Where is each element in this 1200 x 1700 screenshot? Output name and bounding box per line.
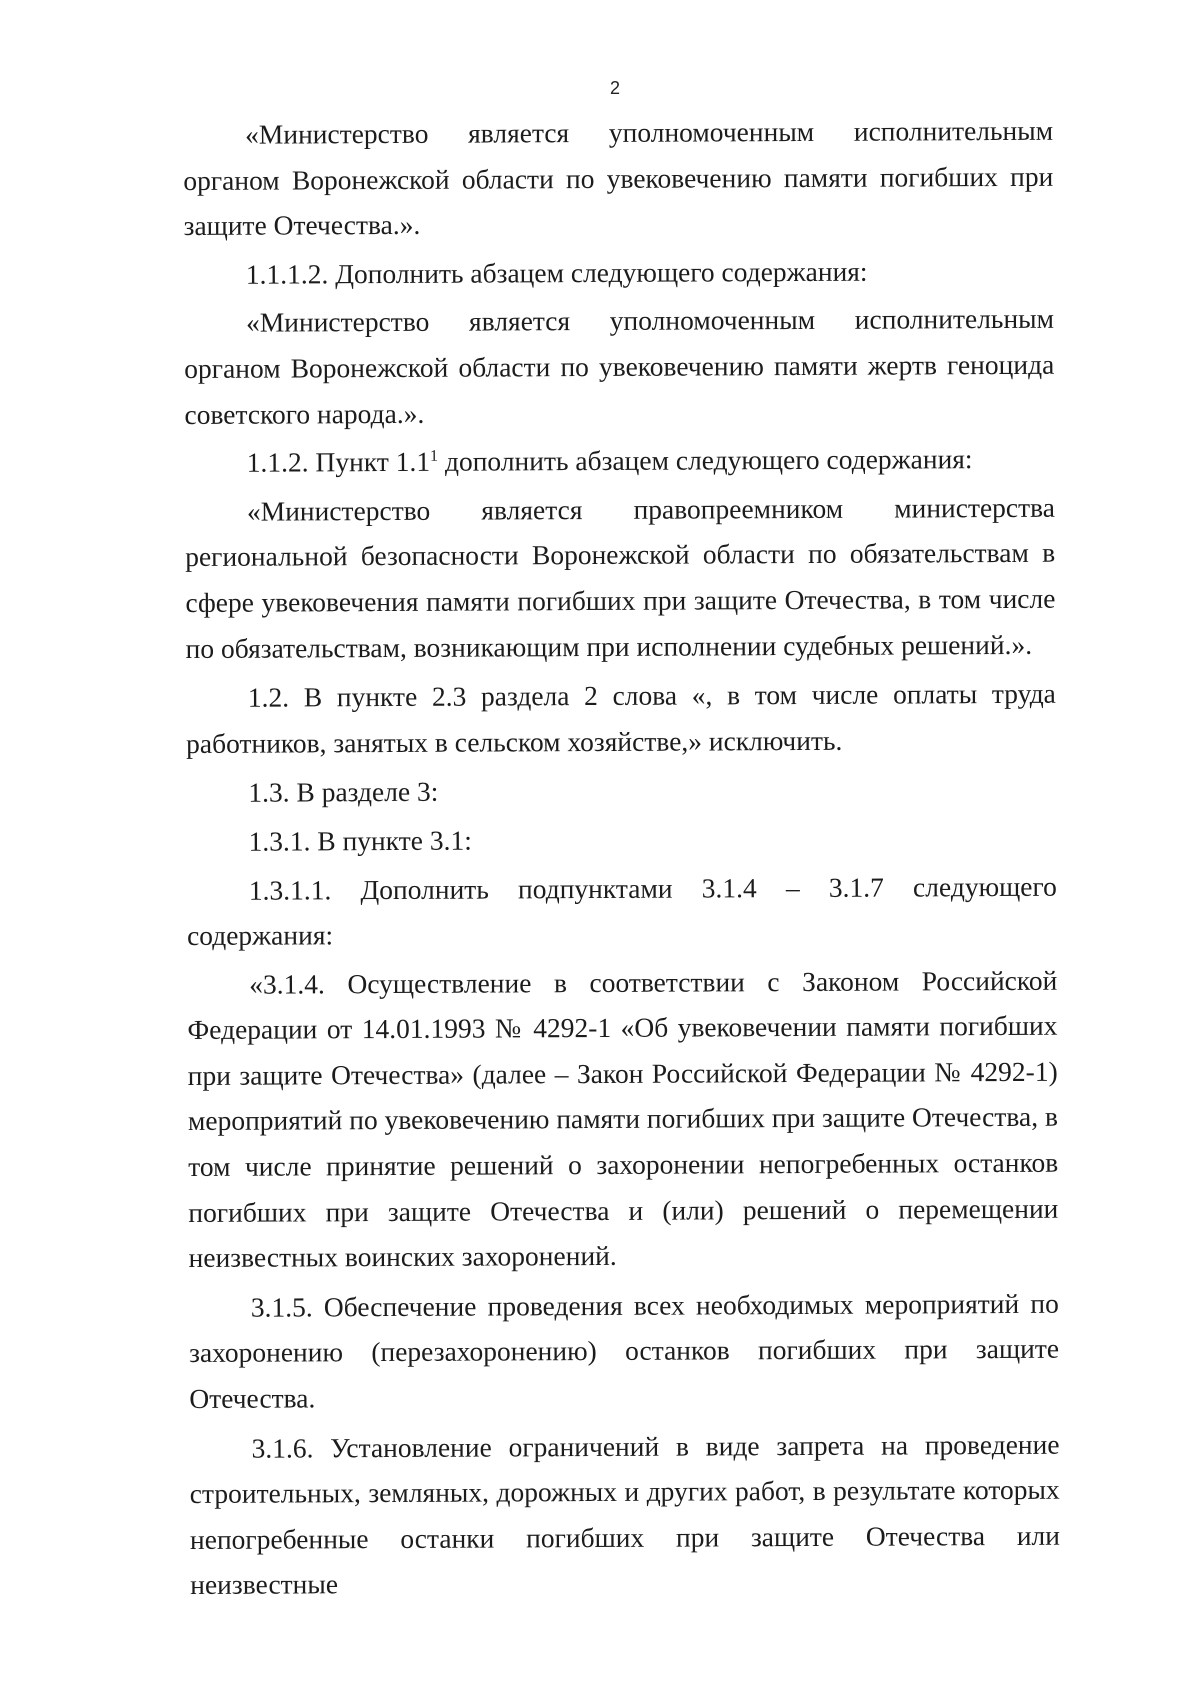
paragraph-2: 1.1.1.2. Дополнить абзацем следующего содержания:: [245, 255, 868, 290]
paragraph-10: «3.1.4. Осуществление в соответствии с Законом Российской Федерации от 14.01.1993 № 4292-1 «Об увековечении памяти погибших при защите Отечества» (далее – Закон Российской Федерации № 4292-1) мероприятий по увековечению памяти погибших при защите Отечества, в том числе принятие решений о захоронении непогребенных останков погибших при защите Отечества и (или) решений о перемещении неизвестных воинских захоронений.: [187, 964, 1059, 1274]
paragraph-7: 1.3. В разделе 3:: [248, 776, 439, 809]
paragraph-4-lead: 1.1.2. Пункт 1.1: [246, 445, 431, 478]
paragraph-5: «Министерство является правопреемником министерства региональной безопасности Воронежской области по обязательствам в сфере увековечения памяти погибших при защите Отечества, в том числе по обязательствам, возникающим при исполнении судебных решений.».: [185, 491, 1056, 664]
paragraph-6: 1.2. В пункте 2.3 раздела 2 слова «, в том числе оплаты труда работников, занятых в сельском хозяйстве,» исключить.: [186, 677, 1056, 759]
paragraph-4: [185, 436, 1055, 486]
paragraph-4-tail: дополнить абзацем следующего содержания:: [437, 443, 973, 477]
paragraph-8: 1.3.1. В пункте 3.1:: [248, 824, 472, 857]
paragraph-12: 3.1.6. Установление ограничений в виде запрета на проведение строительных, земляных, дорожных и других работ, в результате которых непогребенные останки погибших при защите Отечества или неизвестные: [189, 1428, 1061, 1601]
paragraph-9: 1.3.1.1. Дополнить подпунктами 3.1.4 – 3.1.7 следующего содержания:: [186, 870, 1057, 952]
document-body: [183, 108, 1060, 1608]
paragraph-11: 3.1.5. Обеспечение проведения всех необходимых мероприятий по захоронению (перезахоронению) останков погибших при защите Отечества.: [188, 1287, 1060, 1415]
paragraph-3: «Министерство является уполномоченным исполнительным органом Воронежской области по увековечению памяти жертв геноцида советского народа.».: [184, 303, 1055, 430]
page-number: 2: [609, 78, 620, 98]
paragraph-1: «Министерство является уполномоченным исполнительным органом Воронежской области по увековечению памяти погибших при защите Отечества.».: [183, 114, 1054, 242]
paragraph-4-superscript: 1: [429, 447, 439, 465]
